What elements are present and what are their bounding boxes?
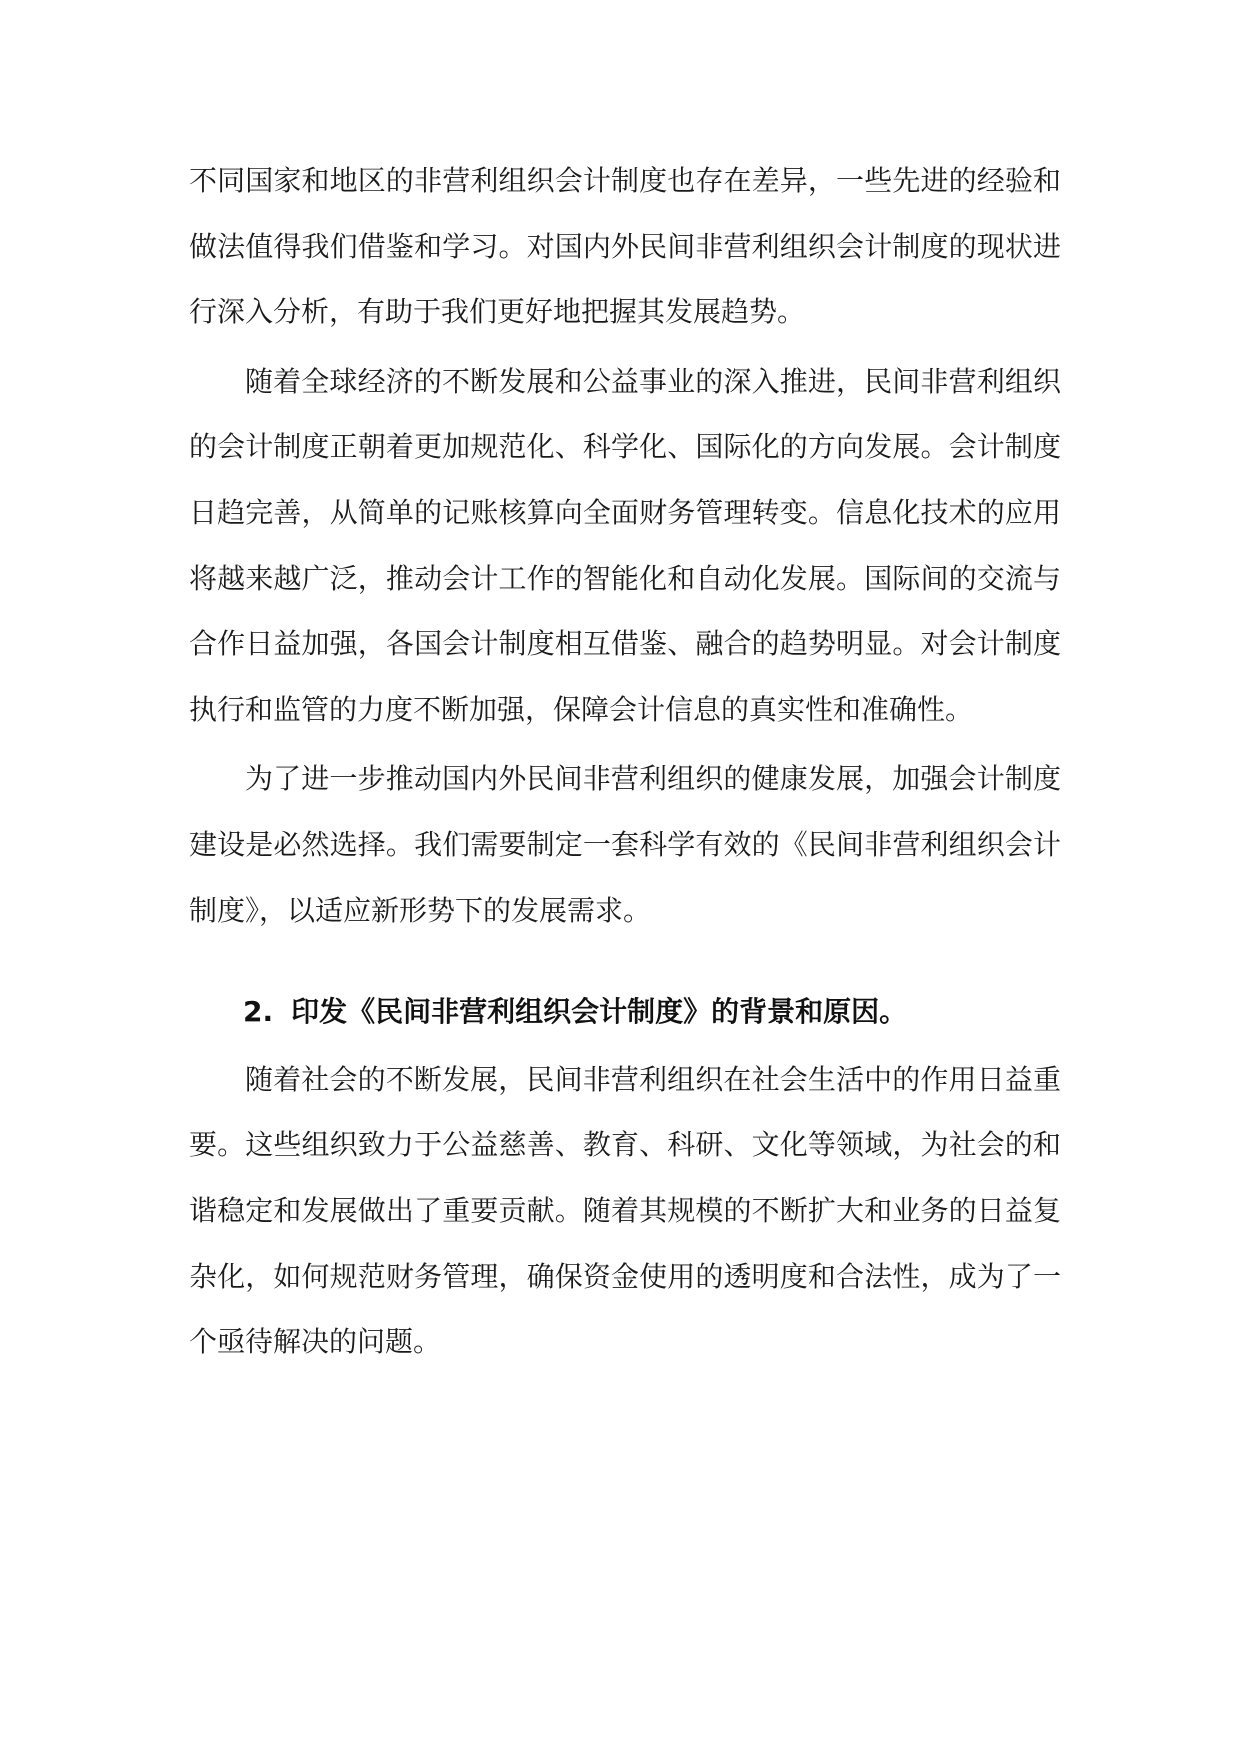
section-heading (189, 979, 1061, 1045)
section-number: 2. (243, 995, 274, 1029)
paragraph-2: 随着全球经济的不断发展和公益事业的深入推进，民间非营利组织的会计制度正朝着更加规范化、科学化、国际化的方向发展。会计制度日趋完善，从简单的记账核算向全面财务管理转变。信息化技术的应用将越来越广泛，推动会计工作的智能化和自动化发展。国际间的交流与合作日益加强，各国会计制度相互借鉴、融合的趋势明显。对会计制度执行和监管的力度不断加强，保障会计信息的真实性和准确性。 (189, 364, 1061, 726)
section-title: 印发《民间非营利组织会计制度》的背景和原因。 (291, 995, 908, 1029)
document-body (189, 148, 1061, 1375)
paragraph-3: 为了进一步推动国内外民间非营利组织的健康发展，加强会计制度建设是必然选择。我们需要制定一套科学有效的《民间非营利组织会计制度》，以适应新形势下的发展需求。 (189, 762, 1061, 927)
paragraph-1: 不同国家和地区的非营利组织会计制度也存在差异，一些先进的经验和做法值得我们借鉴和学习。对国内外民间非营利组织会计制度的现状进行深入分析，有助于我们更好地把握其发展趋势。 (189, 164, 1061, 329)
paragraph-4: 随着社会的不断发展，民间非营利组织在社会生活中的作用日益重要。这些组织致力于公益慈善、教育、科研、文化等领域，为社会的和谐稳定和发展做出了重要贡献。随着其规模的不断扩大和业务的日益复杂化，如何规范财务管理，确保资金使用的透明度和合法性，成为了一个亟待解决的问题。 (189, 1062, 1061, 1359)
